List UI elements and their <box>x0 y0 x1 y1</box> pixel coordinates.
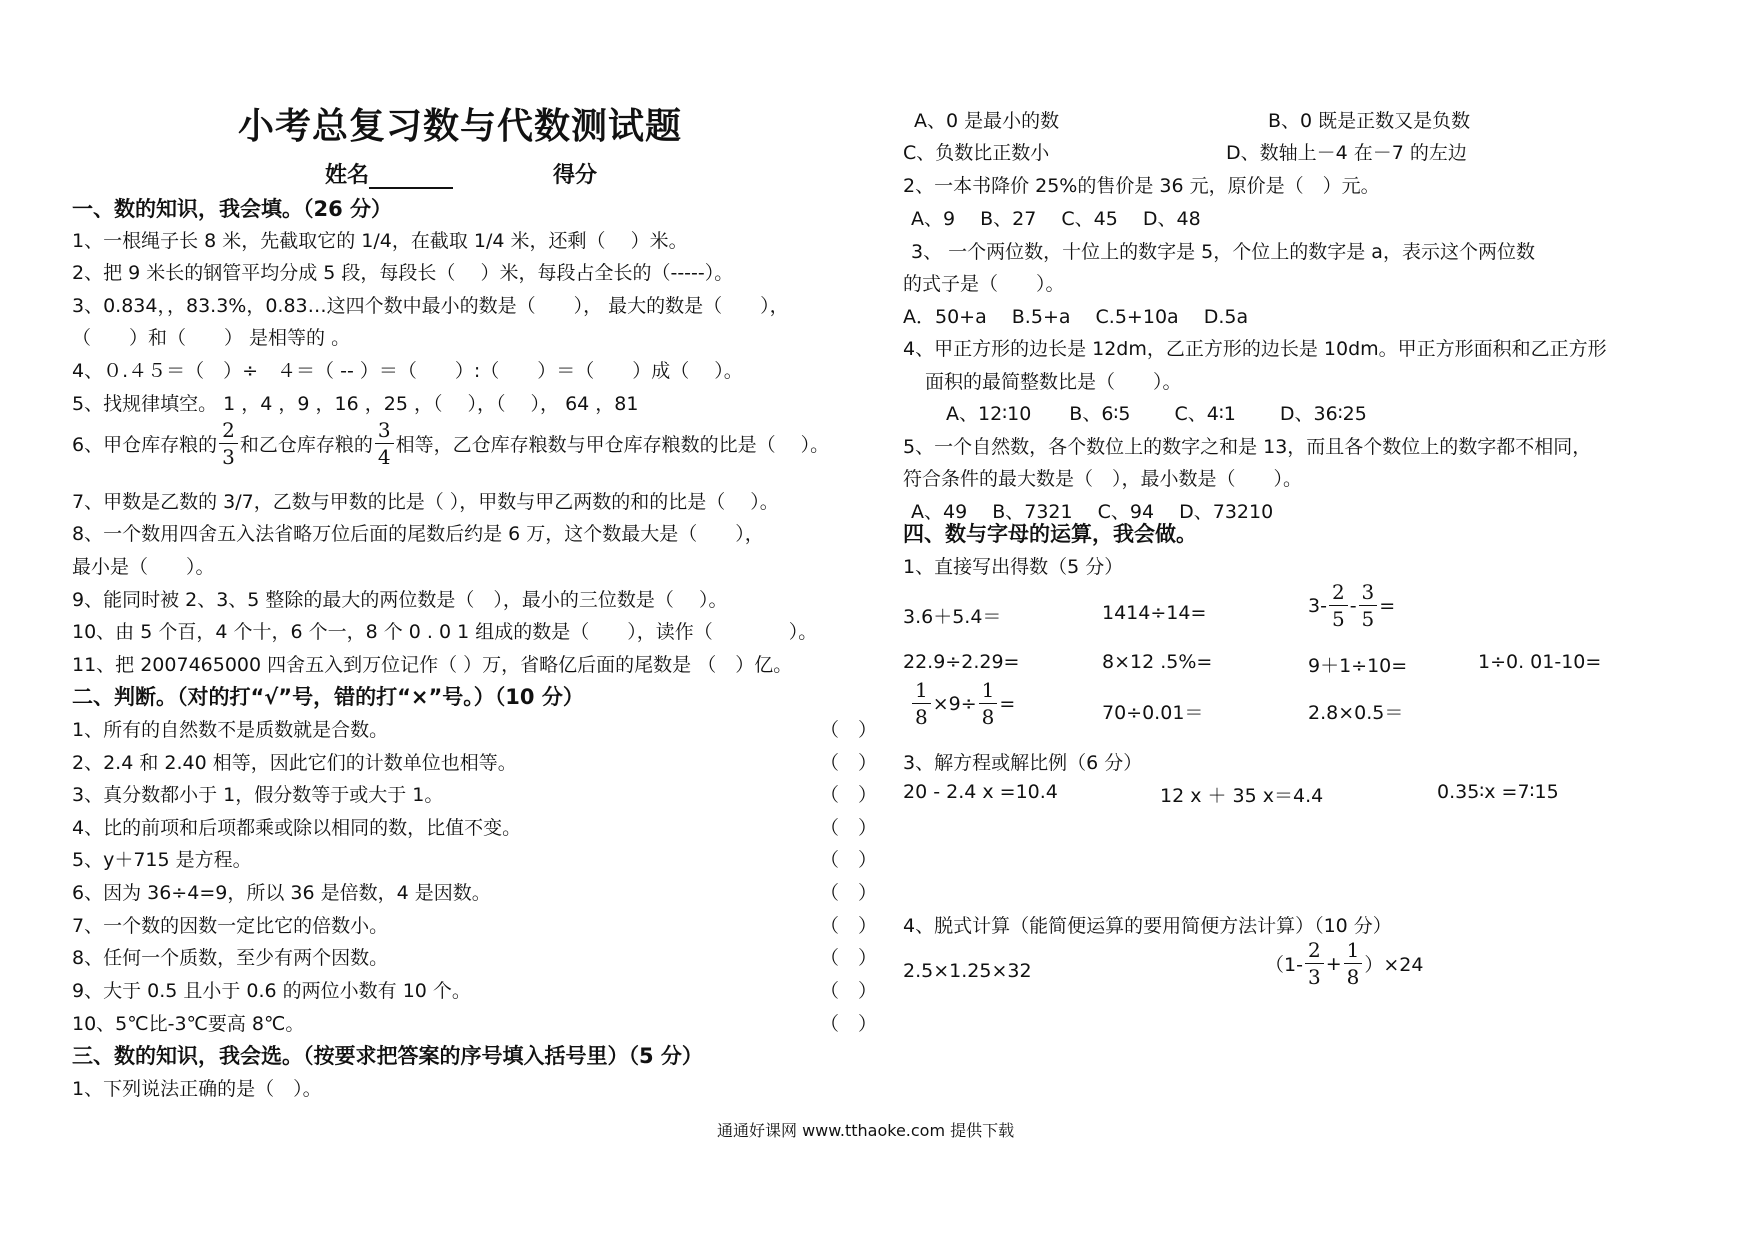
page-title: 小考总复习数与代数测试题 <box>238 105 683 147</box>
q1-6 <box>72 420 829 467</box>
fraction-num: 1 <box>1344 940 1363 964</box>
calc-10: 2.8×0.5＝ <box>1308 702 1404 724</box>
q1-8b: 最小是（ ）。 <box>72 556 215 578</box>
expression-2-text-b: + <box>1325 952 1342 975</box>
choice-line: 面积的最简整数比是（ ）。 <box>925 371 1182 393</box>
fraction-den: 5 <box>1361 607 1375 631</box>
fraction-num: 2 <box>219 420 238 444</box>
expression-1: 2.5×1.25×32 <box>903 960 1032 982</box>
answer-paren[interactable]: （ ） <box>820 817 878 839</box>
judge-2: 2、2.4 和 2.40 相等，因此它们的计数单位也相等。 <box>72 752 517 774</box>
calc-4: 22.9÷2.29= <box>903 651 1020 673</box>
fraction-den: 5 <box>1331 607 1345 631</box>
choice-line: 4、甲正方形的边长是 12dm，乙正方形的边长是 10dm。甲正方形面积和乙正方形 <box>903 338 1607 360</box>
name-label <box>325 158 453 189</box>
fraction-num: 3 <box>1359 582 1378 606</box>
q1-6-text-c: 相等，乙仓库存粮数与甲仓库存粮数的比是（ ）。 <box>395 434 830 456</box>
choice-line: D、数轴上－4 在－7 的左边 <box>1226 142 1467 164</box>
q1-5: 5、找规律填空。 1 ，4 ，9 ，16 ，25 ，（ ），（ ）， 64 ，81 <box>72 393 639 415</box>
answer-paren[interactable]: （ ） <box>820 947 878 969</box>
answer-paren[interactable]: （ ） <box>820 784 878 806</box>
calc-8-text-b: ×9÷ <box>932 692 977 715</box>
fraction <box>1359 582 1378 629</box>
choice-line: A、12∶10 B、6∶5 C、4∶1 D、36∶25 <box>946 403 1367 425</box>
choice-line: A．50+a B.5+a C.5+10a D.5a <box>903 306 1249 328</box>
calc-3-text-a: 3- <box>1308 594 1327 617</box>
choice-line: 3、 一个两位数，十位上的数字是 5，个位上的数字是 a，表示这个两位数 <box>911 241 1535 263</box>
equation-2: 12 x ＋ 35 x＝4.4 <box>1160 785 1324 807</box>
fraction-num: 1 <box>912 680 931 704</box>
choice-q1: 1、下列说法正确的是（ ）。 <box>72 1078 322 1100</box>
judge-6: 6、因为 36÷4=9，所以 36 是倍数，4 是因数。 <box>72 882 491 904</box>
expression-2-text-c: ）×24 <box>1364 954 1424 976</box>
choice-line: 5、一个自然数，各个数位上的数字之和是 13，而且各个数位上的数字都不相同， <box>903 436 1592 458</box>
judge-1: 1、所有的自然数不是质数就是合数。 <box>72 719 389 741</box>
fraction-num: 3 <box>375 420 394 444</box>
q1-3: 3、0.834，，83.3%，0.83…这四个数中最小的数是（ ）， 最大的数是（ ）， <box>72 295 789 317</box>
choice-line: 符合条件的最大数是（ ），最小数是（ ）。 <box>903 468 1303 490</box>
choice-line: C、负数比正数小 <box>903 142 1050 164</box>
calc-6: 9＋1÷10= <box>1308 655 1408 677</box>
calc-8 <box>910 680 1015 727</box>
fraction <box>1329 582 1348 629</box>
section-2-heading: 二、判断。（对的打“√”号，错的打“×”号。）（10 分） <box>72 685 584 709</box>
sub-4-heading: 4、脱式计算（能简便运算的要用简便方法计算）（10 分） <box>903 915 1392 937</box>
choice-line: A、9 B、27 C、45 D、48 <box>911 208 1201 230</box>
fraction <box>1344 940 1363 987</box>
fraction-den: 8 <box>915 705 928 729</box>
fraction-den: 3 <box>222 445 235 469</box>
equation-3: 0.35∶x =7∶15 <box>1437 781 1559 803</box>
score-label: 得分 <box>553 163 598 188</box>
calc-2: 1414÷14= <box>1102 602 1207 624</box>
fraction <box>1305 940 1324 987</box>
q1-11: 11、把 2007465000 四舍五入到万位记作（ ）万，省略亿后面的尾数是 （ ）亿。 <box>72 654 793 676</box>
calc-3-text-c: = <box>1379 594 1396 617</box>
equation-1: 20 - 2.4 x =10.4 <box>903 781 1058 803</box>
calc-3 <box>1308 582 1395 629</box>
fraction-den: 8 <box>1346 965 1360 989</box>
fraction-num: 1 <box>979 680 998 704</box>
section-1-heading: 一、数的知识，我会填。（26 分） <box>72 197 393 221</box>
fraction <box>979 680 998 727</box>
answer-paren[interactable]: （ ） <box>820 1013 878 1035</box>
q1-6-text-a: 6、甲仓库存粮的 <box>72 434 218 456</box>
judge-3: 3、真分数都小于 1，假分数等于或大于 1。 <box>72 784 444 806</box>
calc-8-text-c: = <box>999 692 1016 715</box>
q1-7: 7、甲数是乙数的 3/7，乙数与甲数的比是（ ），甲数与甲乙两数的和的比是（ ）。 <box>72 491 779 513</box>
fraction-num: 2 <box>1305 940 1324 964</box>
name-blank[interactable] <box>369 167 453 189</box>
answer-paren[interactable]: （ ） <box>820 915 878 937</box>
choice-line: B、0 既是正数又是负数 <box>1268 110 1471 132</box>
choice-line: 2、一本书降价 25%的售价是 36 元，原价是（ ）元。 <box>903 175 1380 197</box>
section-3-heading: 三、数的知识，我会选。（按要求把答案的序号填入括号里）（5 分） <box>72 1044 703 1068</box>
section-4-heading: 四、数与字母的运算，我会做。 <box>903 522 1197 546</box>
sub-1-heading: 1、直接写出得数（5 分） <box>903 556 1124 578</box>
expression-2 <box>1265 940 1423 987</box>
footer-credit: 通通好课网 www.tthaoke.com 提供下载 <box>717 1121 1015 1140</box>
answer-paren[interactable]: （ ） <box>820 719 878 741</box>
calc-5: 8×12 .5%= <box>1102 651 1213 673</box>
answer-paren[interactable]: （ ） <box>820 882 878 904</box>
calc-7: 1÷0. 01-10= <box>1478 651 1602 673</box>
choice-line: A、49 B、7321 C、94 D、73210 <box>911 501 1274 523</box>
calc-3-text-b: - <box>1349 594 1357 617</box>
calc-1: 3.6＋5.4＝ <box>903 606 1002 628</box>
sub-3-heading: 3、解方程或解比例（6 分） <box>903 752 1143 774</box>
q1-1: 1、一根绳子长 8 米，先截取它的 1/4，在截取 1/4 米，还剩（ ）米。 <box>72 230 688 252</box>
q1-9: 9、能同时被 2、3、5 整除的最大的两位数是（ ），最小的三位数是（ ）。 <box>72 589 728 611</box>
fraction-den: 8 <box>981 705 995 729</box>
answer-paren[interactable]: （ ） <box>820 752 878 774</box>
judge-5: 5、y＋715 是方程。 <box>72 849 252 871</box>
fraction-den: 4 <box>377 445 391 469</box>
q1-6-text-b: 和乙仓库存粮的 <box>239 434 373 456</box>
q1-10: 10、由 5 个百，4 个十，6 个一，8 个 0 . 0 1 组成的数是（ ），读作（ ）。 <box>72 621 818 643</box>
q1-2: 2、把 9 米长的钢管平均分成 5 段，每段长（ ）米，每段占全长的（-----）。 <box>72 262 734 284</box>
name-label-text: 姓名 <box>325 163 370 188</box>
judge-9: 9、大于 0.5 且小于 0.6 的两位小数有 10 个。 <box>72 980 471 1002</box>
expression-2-text-a: （1- <box>1265 954 1303 976</box>
judge-10: 10、5℃比-3℃要高 8℃。 <box>72 1013 305 1035</box>
q1-8: 8、一个数用四舍五入法省略万位后面的尾数后约是 6 万，这个数最大是（ ）， <box>72 523 764 545</box>
judge-4: 4、比的前项和后项都乘或除以相同的数，比值不变。 <box>72 817 522 839</box>
q1-4: 4、０.４５＝（ ）÷ ４＝（ -- ）＝（ ）:（ ）＝（ ）成（ ）。 <box>72 360 743 382</box>
answer-paren[interactable]: （ ） <box>820 849 878 871</box>
calc-9: 70÷0.01＝ <box>1102 702 1204 724</box>
fraction <box>219 420 238 467</box>
choice-line: A、0 是最小的数 <box>914 110 1060 132</box>
fraction-den: 3 <box>1307 965 1321 989</box>
fraction <box>375 420 394 467</box>
fraction-num: 2 <box>1329 582 1348 606</box>
judge-7: 7、一个数的因数一定比它的倍数小。 <box>72 915 389 937</box>
fraction <box>912 680 931 727</box>
choice-line: 的式子是（ ）。 <box>903 273 1065 295</box>
answer-paren[interactable]: （ ） <box>820 980 878 1002</box>
q1-3b: （ ）和（ ） 是相等的 。 <box>72 327 351 349</box>
judge-8: 8、任何一个质数，至少有两个因数。 <box>72 947 389 969</box>
